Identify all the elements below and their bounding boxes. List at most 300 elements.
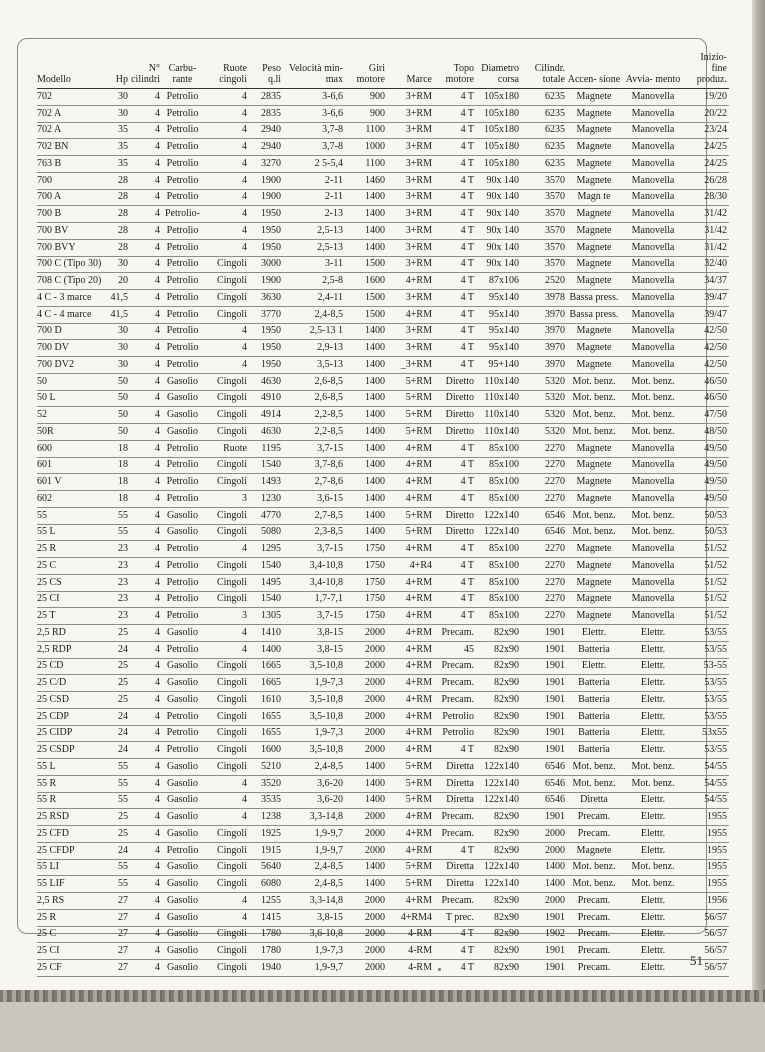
cell-produzione: 1955 bbox=[685, 876, 729, 893]
cell-accensione: Magnete bbox=[567, 172, 623, 189]
cell-ruote: 4 bbox=[205, 172, 249, 189]
cell-cilindrata: 2270 bbox=[521, 440, 567, 457]
cell-produzione: 53/55 bbox=[685, 742, 729, 759]
cell-cilindri: 4 bbox=[130, 826, 162, 843]
table-row bbox=[37, 239, 729, 256]
cell-modello: 601 V bbox=[37, 474, 105, 491]
cell-avviamento: Manovella bbox=[623, 474, 685, 491]
cell-carburante: Petrolio bbox=[162, 608, 205, 625]
cell-peso: 3770 bbox=[249, 306, 283, 323]
cell-topo: Diretto bbox=[434, 373, 476, 390]
cell-carburante: Petrolio bbox=[162, 256, 205, 273]
cell-produzione: 47/50 bbox=[685, 407, 729, 424]
cell-giri: 1750 bbox=[345, 591, 387, 608]
cell-diametro: 85x100 bbox=[476, 474, 521, 491]
cell-velocita: 2,4-11 bbox=[283, 290, 345, 307]
cell-carburante: Gasolio bbox=[162, 507, 205, 524]
cell-diametro: 82x90 bbox=[476, 943, 521, 960]
cell-cilindri: 4 bbox=[130, 223, 162, 240]
table-row bbox=[37, 139, 729, 156]
cell-topo: Precam. bbox=[434, 692, 476, 709]
cell-carburante: Petrolio bbox=[162, 89, 205, 106]
cell-peso: 1305 bbox=[249, 608, 283, 625]
cell-carburante: Petrolio bbox=[162, 340, 205, 357]
cell-velocita: 3,8-15 bbox=[283, 909, 345, 926]
cell-avviamento: Manovella bbox=[623, 172, 685, 189]
cell-hp: 25 bbox=[105, 826, 130, 843]
cell-ruote: 4 bbox=[205, 340, 249, 357]
cell-cilindri: 4 bbox=[130, 943, 162, 960]
cell-topo: Precam. bbox=[434, 625, 476, 642]
cell-giri: 1750 bbox=[345, 558, 387, 575]
cell-marce: 4+RM bbox=[387, 608, 434, 625]
cell-accensione: Magnete bbox=[567, 541, 623, 558]
cell-peso: 1900 bbox=[249, 172, 283, 189]
cell-diametro: 82x90 bbox=[476, 826, 521, 843]
cell-diametro: 82x90 bbox=[476, 708, 521, 725]
cell-avviamento: Elettr. bbox=[623, 943, 685, 960]
cell-topo: Diretta bbox=[434, 859, 476, 876]
cell-peso: 1950 bbox=[249, 223, 283, 240]
cell-topo: Petrolio bbox=[434, 725, 476, 742]
cell-topo: Precam. bbox=[434, 658, 476, 675]
cell-cilindrata: 3570 bbox=[521, 223, 567, 240]
cell-accensione: Magnete bbox=[567, 239, 623, 256]
cell-modello: 55 bbox=[37, 507, 105, 524]
cell-diametro: 85x100 bbox=[476, 574, 521, 591]
cell-hp: 55 bbox=[105, 775, 130, 792]
cell-modello: 25 C bbox=[37, 558, 105, 575]
cell-topo: 4 T bbox=[434, 290, 476, 307]
cell-cilindrata: 5320 bbox=[521, 424, 567, 441]
cell-avviamento: Manovella bbox=[623, 541, 685, 558]
cell-peso: 1950 bbox=[249, 206, 283, 223]
cell-topo: 4 T bbox=[434, 239, 476, 256]
cell-avviamento: Manovella bbox=[623, 491, 685, 508]
cell-cilindri: 4 bbox=[130, 725, 162, 742]
cell-avviamento: Manovella bbox=[623, 122, 685, 139]
cell-cilindri: 4 bbox=[130, 708, 162, 725]
cell-diametro: 90x 140 bbox=[476, 189, 521, 206]
cell-ruote: 4 bbox=[205, 541, 249, 558]
table-row bbox=[37, 407, 729, 424]
cell-cilindri: 4 bbox=[130, 357, 162, 374]
cell-avviamento: Mot. benz. bbox=[623, 775, 685, 792]
cell-diametro: 122x140 bbox=[476, 859, 521, 876]
cell-peso: 1410 bbox=[249, 625, 283, 642]
table-row bbox=[37, 876, 729, 893]
cell-ruote: 4 bbox=[205, 909, 249, 926]
cell-velocita: 2-11 bbox=[283, 172, 345, 189]
cell-modello: 25 C/D bbox=[37, 675, 105, 692]
cell-topo: Diretto bbox=[434, 507, 476, 524]
cell-giri: 900 bbox=[345, 89, 387, 106]
cell-peso: 1415 bbox=[249, 909, 283, 926]
cell-avviamento: Manovella bbox=[623, 256, 685, 273]
cell-cilindrata: 1901 bbox=[521, 742, 567, 759]
cell-topo: 4 T bbox=[434, 273, 476, 290]
cell-carburante: Gasolio bbox=[162, 826, 205, 843]
cell-cilindri: 4 bbox=[130, 960, 162, 977]
cell-cilindrata: 1901 bbox=[521, 960, 567, 977]
cell-giri: 1400 bbox=[345, 390, 387, 407]
cell-cilindrata: 3570 bbox=[521, 172, 567, 189]
cell-diametro: 85x100 bbox=[476, 440, 521, 457]
cell-marce: 5+RM bbox=[387, 507, 434, 524]
cell-peso: 5080 bbox=[249, 524, 283, 541]
cell-cilindri: 4 bbox=[130, 440, 162, 457]
cell-hp: 23 bbox=[105, 574, 130, 591]
cell-carburante: Petrolio bbox=[162, 139, 205, 156]
cell-cilindrata: 1901 bbox=[521, 909, 567, 926]
cell-velocita: 2,9-13 bbox=[283, 340, 345, 357]
cell-ruote: Cingoli bbox=[205, 742, 249, 759]
page-edge-shadow bbox=[752, 0, 765, 1000]
cell-avviamento: Manovella bbox=[623, 608, 685, 625]
cell-produzione: 53/55 bbox=[685, 641, 729, 658]
cell-marce: 4+RM bbox=[387, 692, 434, 709]
cell-cilindrata: 6546 bbox=[521, 524, 567, 541]
cell-velocita: 1,9-9,7 bbox=[283, 826, 345, 843]
cell-carburante: Petrolio bbox=[162, 290, 205, 307]
column-header-velocita: Velocità min-max bbox=[283, 52, 345, 89]
cell-hp: 24 bbox=[105, 742, 130, 759]
cell-topo: 4 T bbox=[434, 172, 476, 189]
column-header-avviamento: Avvia- mento bbox=[623, 52, 685, 89]
cell-carburante: Petrolio bbox=[162, 842, 205, 859]
cell-peso: 1940 bbox=[249, 960, 283, 977]
cell-avviamento: Mot. benz. bbox=[623, 390, 685, 407]
table-row bbox=[37, 893, 729, 910]
cell-accensione: Magnete bbox=[567, 491, 623, 508]
cell-accensione: Magnete bbox=[567, 156, 623, 173]
cell-cilindri: 4 bbox=[130, 608, 162, 625]
cell-ruote: 4 bbox=[205, 139, 249, 156]
cell-cilindri: 4 bbox=[130, 876, 162, 893]
cell-topo: Diretta bbox=[434, 759, 476, 776]
cell-cilindrata: 1901 bbox=[521, 641, 567, 658]
cell-ruote: 4 bbox=[205, 641, 249, 658]
cell-hp: 25 bbox=[105, 675, 130, 692]
cell-cilindrata: 3970 bbox=[521, 323, 567, 340]
cell-giri: 2000 bbox=[345, 943, 387, 960]
cell-giri: 2000 bbox=[345, 826, 387, 843]
cell-peso: 1295 bbox=[249, 541, 283, 558]
cell-modello: 25 RSD bbox=[37, 809, 105, 826]
cell-accensione: Magnete bbox=[567, 323, 623, 340]
cell-topo: 4 T bbox=[434, 457, 476, 474]
cell-marce: 4+RM bbox=[387, 457, 434, 474]
cell-accensione: Precam. bbox=[567, 960, 623, 977]
cell-peso: 4630 bbox=[249, 373, 283, 390]
table-row bbox=[37, 105, 729, 122]
cell-topo: 4 T bbox=[434, 742, 476, 759]
cell-diametro: 82x90 bbox=[476, 893, 521, 910]
cell-carburante: Petrolio bbox=[162, 323, 205, 340]
cell-peso: 1655 bbox=[249, 708, 283, 725]
cell-carburante: Gasolio bbox=[162, 390, 205, 407]
cell-velocita: 1,7-7,1 bbox=[283, 591, 345, 608]
cell-peso: 2835 bbox=[249, 105, 283, 122]
cell-hp: 28 bbox=[105, 206, 130, 223]
cell-giri: 1500 bbox=[345, 306, 387, 323]
cell-accensione: Precam. bbox=[567, 943, 623, 960]
column-header-peso: Peso q.li bbox=[249, 52, 283, 89]
cell-modello: 702 bbox=[37, 89, 105, 106]
cell-ruote: 4 bbox=[205, 89, 249, 106]
cell-diametro: 122x140 bbox=[476, 759, 521, 776]
cell-diametro: 82x90 bbox=[476, 641, 521, 658]
cell-carburante: Petrolio bbox=[162, 591, 205, 608]
cell-avviamento: Elettr. bbox=[623, 725, 685, 742]
cell-peso: 1230 bbox=[249, 491, 283, 508]
cell-velocita: 2,4-8,5 bbox=[283, 859, 345, 876]
cell-diametro: 122x140 bbox=[476, 775, 521, 792]
cell-giri: 2000 bbox=[345, 909, 387, 926]
cell-ruote: Cingoli bbox=[205, 725, 249, 742]
cell-carburante: Petrolio bbox=[162, 223, 205, 240]
cell-velocita: 2,4-8,5 bbox=[283, 759, 345, 776]
cell-produzione: 51/52 bbox=[685, 558, 729, 575]
cell-peso: 1950 bbox=[249, 239, 283, 256]
cell-topo: 4 T bbox=[434, 139, 476, 156]
cell-giri: 2000 bbox=[345, 625, 387, 642]
cell-cilindri: 4 bbox=[130, 323, 162, 340]
cell-produzione: 49/50 bbox=[685, 474, 729, 491]
cell-peso: 1780 bbox=[249, 943, 283, 960]
cell-avviamento: Elettr. bbox=[623, 842, 685, 859]
cell-carburante: Gasolio bbox=[162, 859, 205, 876]
scan-bottom-strip bbox=[0, 990, 765, 1002]
cell-giri: 1400 bbox=[345, 491, 387, 508]
cell-cilindrata: 6235 bbox=[521, 105, 567, 122]
cell-giri: 2000 bbox=[345, 641, 387, 658]
cell-avviamento: Mot. benz. bbox=[623, 424, 685, 441]
cell-velocita: 2,5-8 bbox=[283, 273, 345, 290]
cell-avviamento: Elettr. bbox=[623, 692, 685, 709]
cell-produzione: 51/52 bbox=[685, 541, 729, 558]
table-row bbox=[37, 909, 729, 926]
table-row bbox=[37, 675, 729, 692]
cell-peso: 5640 bbox=[249, 859, 283, 876]
cell-hp: 24 bbox=[105, 842, 130, 859]
cell-peso: 1900 bbox=[249, 189, 283, 206]
cell-modello: 50 bbox=[37, 373, 105, 390]
cell-diametro: 90x 140 bbox=[476, 239, 521, 256]
cell-cilindrata: 6235 bbox=[521, 156, 567, 173]
cell-velocita: 3,7-15 bbox=[283, 608, 345, 625]
cell-topo: Diretta bbox=[434, 792, 476, 809]
cell-marce: 4+RM bbox=[387, 809, 434, 826]
cell-marce: 5+RM bbox=[387, 524, 434, 541]
cell-cilindrata: 2270 bbox=[521, 474, 567, 491]
cell-cilindrata: 2270 bbox=[521, 558, 567, 575]
cell-topo: Precam. bbox=[434, 826, 476, 843]
cell-velocita: 3,5-10,8 bbox=[283, 708, 345, 725]
cell-cilindri: 4 bbox=[130, 775, 162, 792]
page-number: 51 bbox=[690, 953, 703, 968]
cell-velocita: 3,7-8 bbox=[283, 139, 345, 156]
cell-ruote: 4 bbox=[205, 775, 249, 792]
cell-modello: 25 CIDP bbox=[37, 725, 105, 742]
cell-peso: 1493 bbox=[249, 474, 283, 491]
cell-marce: 4+RM bbox=[387, 893, 434, 910]
cell-accensione: Mot. benz. bbox=[567, 424, 623, 441]
cell-peso: 6080 bbox=[249, 876, 283, 893]
cell-giri: 2000 bbox=[345, 960, 387, 977]
cell-topo: Precam. bbox=[434, 675, 476, 692]
cell-accensione: Magnete bbox=[567, 105, 623, 122]
column-header-cilindrata: Cilindr. totale bbox=[521, 52, 567, 89]
cell-marce: 3+RM bbox=[387, 89, 434, 106]
cell-cilindri: 4 bbox=[130, 692, 162, 709]
cell-ruote: Cingoli bbox=[205, 708, 249, 725]
column-header-accensione: Accen- sione bbox=[567, 52, 623, 89]
cell-marce: 3+RM bbox=[387, 206, 434, 223]
table-row bbox=[37, 457, 729, 474]
cell-avviamento: Elettr. bbox=[623, 792, 685, 809]
cell-cilindrata: 2520 bbox=[521, 273, 567, 290]
cell-carburante: Petrolio bbox=[162, 239, 205, 256]
cell-modello: 55 LI bbox=[37, 859, 105, 876]
cell-produzione: 53/55 bbox=[685, 708, 729, 725]
cell-cilindri: 4 bbox=[130, 859, 162, 876]
cell-topo: Diretta bbox=[434, 775, 476, 792]
cell-diametro: 105x180 bbox=[476, 139, 521, 156]
table-row bbox=[37, 960, 729, 977]
cell-giri: 1400 bbox=[345, 507, 387, 524]
cell-accensione: Magnete bbox=[567, 440, 623, 457]
cell-giri: 1400 bbox=[345, 357, 387, 374]
cell-produzione: 54/55 bbox=[685, 759, 729, 776]
cell-avviamento: Manovella bbox=[623, 357, 685, 374]
cell-velocita: 3,7-8,6 bbox=[283, 457, 345, 474]
cell-carburante: Gasolio bbox=[162, 960, 205, 977]
cell-modello: 25 R bbox=[37, 541, 105, 558]
table-row bbox=[37, 826, 729, 843]
cell-giri: 2000 bbox=[345, 809, 387, 826]
cell-cilindrata: 6235 bbox=[521, 122, 567, 139]
cell-avviamento: Manovella bbox=[623, 323, 685, 340]
cell-carburante: Petrolio- bbox=[162, 206, 205, 223]
cell-giri: 2000 bbox=[345, 725, 387, 742]
cell-marce: 5+RM bbox=[387, 775, 434, 792]
cell-modello: 25 CDP bbox=[37, 708, 105, 725]
table-row bbox=[37, 943, 729, 960]
cell-accensione: Precam. bbox=[567, 926, 623, 943]
cell-hp: 30 bbox=[105, 357, 130, 374]
cell-accensione: Magnete bbox=[567, 256, 623, 273]
cell-marce: 4+RM bbox=[387, 658, 434, 675]
cell-diametro: 90x 140 bbox=[476, 223, 521, 240]
cell-peso: 1540 bbox=[249, 457, 283, 474]
cell-diametro: 110x140 bbox=[476, 390, 521, 407]
cell-velocita: 3,6-20 bbox=[283, 792, 345, 809]
cell-cilindrata: 2000 bbox=[521, 842, 567, 859]
cell-marce: 4-RM bbox=[387, 960, 434, 977]
cell-carburante: Gasolio bbox=[162, 809, 205, 826]
cell-produzione: 53/55 bbox=[685, 625, 729, 642]
cell-cilindri: 4 bbox=[130, 842, 162, 859]
cell-velocita: 2 5-5,4 bbox=[283, 156, 345, 173]
cell-topo: 4 T bbox=[434, 323, 476, 340]
cell-modello: 25 CSD bbox=[37, 692, 105, 709]
cell-cilindri: 4 bbox=[130, 407, 162, 424]
cell-produzione: 42/50 bbox=[685, 340, 729, 357]
cell-hp: 18 bbox=[105, 457, 130, 474]
cell-peso: 1238 bbox=[249, 809, 283, 826]
cell-avviamento: Manovella bbox=[623, 223, 685, 240]
cell-cilindrata: 6546 bbox=[521, 775, 567, 792]
cell-velocita: 1,9-7,3 bbox=[283, 675, 345, 692]
cell-diametro: 105x180 bbox=[476, 156, 521, 173]
cell-diametro: 105x180 bbox=[476, 89, 521, 106]
cell-hp: 55 bbox=[105, 792, 130, 809]
cell-accensione: Magnete bbox=[567, 474, 623, 491]
cell-peso: 2940 bbox=[249, 139, 283, 156]
cell-velocita: 3-6,6 bbox=[283, 105, 345, 122]
cell-cilindrata: 1901 bbox=[521, 692, 567, 709]
cell-avviamento: Elettr. bbox=[623, 625, 685, 642]
cell-marce: 4+RM bbox=[387, 625, 434, 642]
cell-ruote: Cingoli bbox=[205, 759, 249, 776]
cell-cilindrata: 3970 bbox=[521, 357, 567, 374]
cell-produzione: 1955 bbox=[685, 826, 729, 843]
cell-velocita: 2,6-8,5 bbox=[283, 390, 345, 407]
cell-topo: 4 T bbox=[434, 357, 476, 374]
cell-avviamento: Elettr. bbox=[623, 708, 685, 725]
cell-giri: 1460 bbox=[345, 172, 387, 189]
cell-hp: 55 bbox=[105, 876, 130, 893]
cell-cilindrata: 6546 bbox=[521, 792, 567, 809]
cell-peso: 4914 bbox=[249, 407, 283, 424]
cell-carburante: Petrolio bbox=[162, 742, 205, 759]
cell-diametro: 82x90 bbox=[476, 960, 521, 977]
cell-giri: 1400 bbox=[345, 373, 387, 390]
cell-cilindri: 4 bbox=[130, 256, 162, 273]
cell-cilindrata: 2000 bbox=[521, 826, 567, 843]
cell-cilindri: 4 bbox=[130, 390, 162, 407]
cell-avviamento: Mot. benz. bbox=[623, 507, 685, 524]
cell-carburante: Gasolio bbox=[162, 876, 205, 893]
cell-produzione: 53x55 bbox=[685, 725, 729, 742]
cell-diametro: 87x106 bbox=[476, 273, 521, 290]
cell-carburante: Gasolio bbox=[162, 424, 205, 441]
cell-accensione: Precam. bbox=[567, 909, 623, 926]
cell-cilindri: 4 bbox=[130, 206, 162, 223]
table-row bbox=[37, 591, 729, 608]
cell-modello: 25 T bbox=[37, 608, 105, 625]
cell-topo: 4 T bbox=[434, 926, 476, 943]
cell-giri: 1100 bbox=[345, 122, 387, 139]
cell-peso: 1400 bbox=[249, 641, 283, 658]
cell-produzione: 1955 bbox=[685, 809, 729, 826]
cell-topo: 4 T bbox=[434, 943, 476, 960]
cell-carburante: Gasolio bbox=[162, 943, 205, 960]
cell-produzione: 46/50 bbox=[685, 373, 729, 390]
cell-cilindri: 4 bbox=[130, 290, 162, 307]
cell-diametro: 105x180 bbox=[476, 122, 521, 139]
cell-modello: 700 DV2 bbox=[37, 357, 105, 374]
cell-topo: 4 T bbox=[434, 256, 476, 273]
cell-diametro: 122x140 bbox=[476, 792, 521, 809]
cell-hp: 30 bbox=[105, 323, 130, 340]
cell-hp: 55 bbox=[105, 859, 130, 876]
table-row bbox=[37, 809, 729, 826]
cell-ruote: 4 bbox=[205, 156, 249, 173]
cell-topo: 4 T bbox=[434, 960, 476, 977]
cell-giri: 1400 bbox=[345, 792, 387, 809]
